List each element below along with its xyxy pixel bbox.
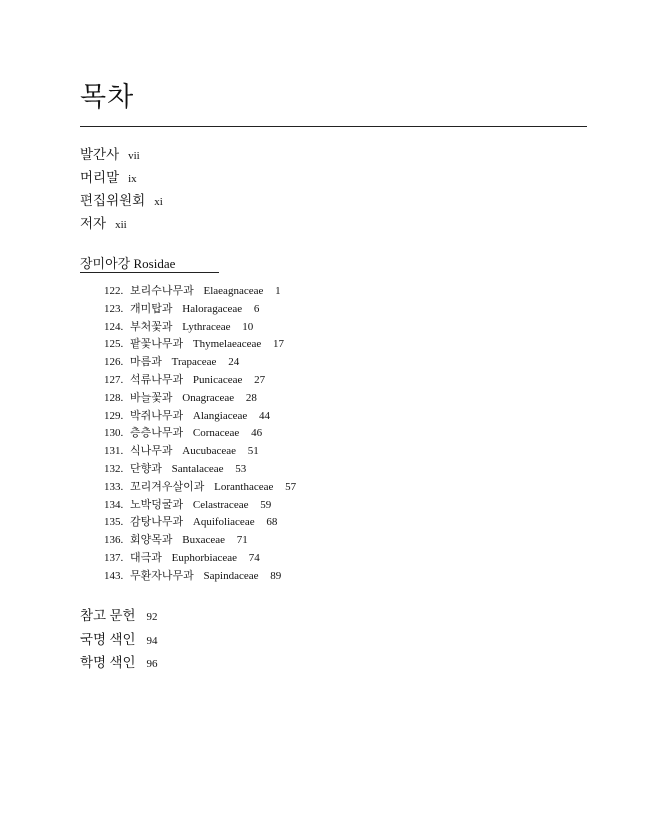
toc-entry-scientific-name-index[interactable]	[80, 654, 158, 678]
section-divider	[80, 272, 219, 273]
family-korean-name: 마름과	[130, 356, 162, 369]
toc-family-entry[interactable]	[104, 551, 296, 569]
toc-entry-preface[interactable]	[80, 169, 163, 192]
toc-family-entry[interactable]	[104, 533, 296, 551]
family-number: 143.	[104, 569, 124, 582]
front-matter-list	[80, 146, 163, 238]
family-scientific-name: Euphorbiaceae	[171, 551, 237, 564]
entry-label: 저자	[80, 216, 107, 231]
family-korean-name: 꼬리겨우살이과	[130, 480, 205, 493]
family-number: 125.	[104, 338, 124, 351]
family-number: 127.	[104, 373, 124, 386]
family-page: 24	[228, 356, 240, 369]
toc-family-entry[interactable]	[104, 302, 296, 320]
family-number: 135.	[104, 516, 124, 529]
toc-family-entry[interactable]	[104, 426, 296, 444]
title-divider	[80, 126, 587, 127]
family-page: 44	[259, 409, 270, 422]
family-page: 1	[275, 285, 281, 297]
toc-family-entry[interactable]	[104, 462, 296, 480]
family-korean-name: 바늘꽃과	[130, 391, 173, 404]
family-scientific-name: Onagraceae	[182, 391, 235, 404]
family-korean-name: 회양목과	[130, 534, 173, 547]
family-korean-name: 석류나무과	[130, 373, 184, 386]
family-scientific-name: Loranthaceae	[214, 480, 274, 493]
toc-family-entry[interactable]	[104, 444, 296, 462]
family-page: 74	[248, 551, 260, 564]
entry-page: ix	[128, 173, 137, 185]
family-number: 122.	[104, 285, 124, 297]
family-number: 133.	[104, 480, 124, 493]
toc-entry-authors[interactable]	[80, 215, 163, 238]
family-korean-name: 감탕나무과	[130, 516, 184, 529]
family-number: 134.	[104, 498, 124, 511]
entry-page: vii	[128, 150, 140, 162]
toc-entry-editorial-board[interactable]	[80, 192, 163, 215]
family-page: 71	[236, 534, 248, 547]
toc-family-entry[interactable]	[104, 337, 296, 355]
family-scientific-name: Punicaceae	[192, 373, 243, 386]
toc-family-entry[interactable]	[104, 569, 296, 587]
toc-family-entry[interactable]	[104, 409, 296, 427]
family-number: 132.	[104, 462, 124, 475]
family-korean-name: 팥꽃나무과	[130, 338, 184, 351]
family-korean-name: 박쥐나무과	[130, 409, 184, 422]
entry-page: xi	[154, 196, 163, 208]
family-page: 53	[235, 462, 247, 475]
family-page: 28	[245, 391, 257, 404]
page-title: 목차	[80, 82, 135, 112]
family-korean-name: 보리수나무과	[130, 285, 194, 297]
family-page: 59	[260, 498, 272, 511]
toc-entry-references[interactable]	[80, 607, 158, 631]
entry-page: xii	[115, 219, 127, 231]
family-page: 6	[253, 302, 260, 315]
toc-family-entry[interactable]	[104, 515, 296, 533]
family-number: 123.	[104, 302, 124, 315]
entry-page: 94	[146, 634, 158, 647]
family-scientific-name: Cornaceae	[192, 427, 240, 440]
entry-label: 발간사	[80, 147, 120, 162]
entry-label: 참고 문헌	[80, 608, 136, 623]
toc-family-entry[interactable]	[104, 498, 296, 516]
family-page: 27	[254, 373, 266, 386]
family-page: 46	[251, 427, 263, 440]
family-scientific-name: Aucubaceae	[182, 445, 237, 458]
family-page: 17	[273, 338, 285, 351]
toc-family-entry[interactable]	[104, 284, 296, 302]
family-scientific-name: Elaeagnaceae	[203, 285, 264, 297]
family-scientific-name: Trapaceae	[171, 356, 217, 369]
entry-label: 국명 색인	[80, 631, 136, 647]
entry-label: 편집위원회	[80, 193, 146, 208]
family-scientific-name: Aquifoliaceae	[192, 516, 255, 529]
family-number: 131.	[104, 445, 124, 458]
back-matter-list	[80, 607, 158, 678]
family-scientific-name: Santalaceae	[171, 462, 224, 475]
entry-label: 학명 색인	[80, 655, 136, 670]
family-number: 126.	[104, 356, 124, 369]
toc-family-entry[interactable]	[104, 480, 296, 498]
family-scientific-name: Thymelaeaceae	[192, 338, 262, 351]
toc-family-entry[interactable]	[104, 391, 296, 409]
family-page: 68	[266, 516, 278, 529]
family-number: 137.	[104, 551, 124, 564]
entry-page: 96	[146, 658, 158, 670]
family-number: 128.	[104, 391, 124, 404]
family-page: 57	[285, 480, 297, 493]
entry-label: 머리말	[80, 170, 120, 185]
family-page: 89	[270, 569, 282, 582]
family-page: 10	[242, 320, 254, 333]
family-list	[104, 284, 296, 587]
section-heading: 장미아강 Rosidae	[80, 256, 176, 271]
family-scientific-name: Haloragaceae	[182, 302, 243, 315]
family-korean-name: 식나무과	[130, 445, 173, 458]
toc-family-entry[interactable]	[104, 355, 296, 373]
family-korean-name: 단향과	[130, 462, 162, 475]
family-korean-name: 무환자나무과	[130, 569, 194, 582]
family-scientific-name: Alangiaceae	[192, 409, 248, 422]
family-korean-name: 개미탑과	[130, 302, 173, 315]
family-scientific-name: Lythraceae	[182, 320, 231, 333]
family-scientific-name: Buxaceae	[182, 534, 226, 547]
family-number: 136.	[104, 534, 124, 547]
family-number: 129.	[104, 409, 124, 422]
toc-entry-foreword[interactable]	[80, 146, 163, 169]
family-number: 130.	[104, 427, 124, 440]
toc-entry-korean-name-index[interactable]	[80, 631, 158, 655]
family-number: 124.	[104, 320, 124, 333]
family-korean-name: 부처꽃과	[130, 320, 173, 333]
family-korean-name: 노박덩굴과	[130, 498, 184, 511]
family-scientific-name: Celastraceae	[192, 498, 249, 511]
family-korean-name: 층층나무과	[130, 427, 184, 440]
family-page: 51	[247, 445, 259, 458]
entry-page: 92	[146, 611, 158, 623]
toc-family-entry[interactable]	[104, 373, 296, 391]
toc-family-entry[interactable]	[104, 320, 296, 338]
family-korean-name: 대극과	[130, 551, 162, 564]
family-scientific-name: Sapindaceae	[203, 569, 259, 582]
